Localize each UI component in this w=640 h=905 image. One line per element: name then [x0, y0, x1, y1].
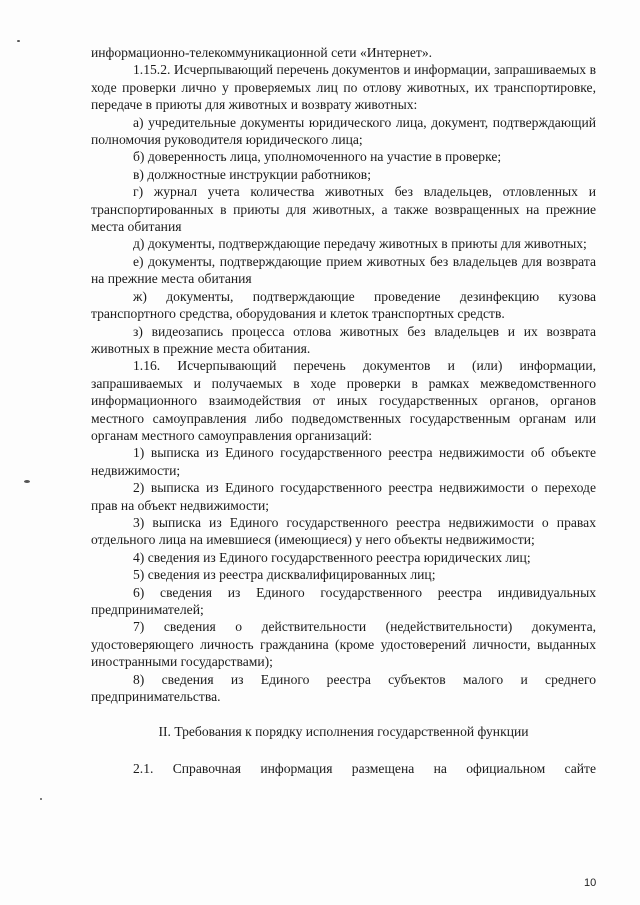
- section-title: II. Требования к порядку исполнения государственной функции: [158, 724, 529, 740]
- paragraph-2: а) учредительные документы юридического лица, документ, подтверждающий полномочия руководителя юридического лица;: [91, 114, 596, 148]
- paragraph-13: 3) выписка из Единого государственного реестра недвижимости о правах отдельного лица на имевшиеся (имеющиеся) у него объекты недвижимости;: [91, 514, 596, 548]
- paragraph-14: 4) сведения из Единого государственного реестра юридических лиц;: [133, 549, 531, 565]
- paragraph-3: б) доверенность лица, уполномоченного на участие в проверке;: [133, 149, 502, 165]
- last-line: 2.1. Справочная информация размещена на официальном сайте: [133, 760, 596, 776]
- paragraph-4: в) должностные инструкции работников;: [133, 166, 371, 182]
- scan-speck-2: [24, 480, 30, 483]
- paragraph-16: 6) сведения из Единого государственного реестра индивидуальных предпринимателей;: [91, 584, 596, 617]
- paragraph-8: ж) документы, подтверждающие проведение дезинфекцию кузова транспортного средства, оборудования и клеток транспортных средств.: [91, 288, 596, 322]
- document-body: [91, 44, 596, 777]
- paragraph-7: е) документы, подтверждающие прием животных без владельцев для возврата на прежние места обитания: [91, 253, 596, 287]
- paragraph-9: з) видеозапись процесса отлова животных без владельцев и их возврата животных в прежние места обитания.: [91, 323, 596, 356]
- paragraph-5: г) журнал учета количества животных без владельцев, отловленных и транспортированных в приюты для животных, а также возвращенных на прежние места обитания: [91, 184, 596, 235]
- paragraph-0: информационно-телекоммуникационной сети «Интернет».: [91, 45, 433, 60]
- scan-speck-3: [40, 798, 42, 800]
- scan-speck-1: [17, 40, 20, 42]
- paragraph-11: 1) выписка из Единого государственного реестра недвижимости об объекте недвижимости;: [91, 445, 596, 478]
- paragraph-15: 5) сведения из реестра дисквалифицированных лиц;: [133, 567, 436, 583]
- paragraph-6: д) документы, подтверждающие передачу животных в приюты для животных;: [133, 236, 587, 252]
- paragraph-12: 2) выписка из Единого государственного реестра недвижимости о переходе прав на объект недвижимости;: [91, 480, 596, 513]
- paragraph-1: 1.15.2. Исчерпывающий перечень документов и информации, запрашиваемых в ходе проверки лично у проверяемых лиц по отлову животных, их транспортировке, передаче в приюты для животных и возврату животных:: [91, 62, 596, 113]
- paragraph-18: 8) сведения из Единого реестра субъектов малого и среднего предпринимательства.: [91, 671, 596, 705]
- paragraph-17: 7) сведения о действительности (недействительности) документа, удостоверяющего личность гражданина (кроме удостоверений личности, выданных иностранными государствами);: [91, 619, 596, 670]
- paragraph-10: 1.16. Исчерпывающий перечень документов и (или) информации, запрашиваемых и получаемых в ходе проверки в рамках межведомственного информационного взаимодействия от иных государственных органов, органов местного самоуправления либо подведомственных государственным органам или органам местного самоуправления организаций:: [91, 358, 596, 443]
- page-number: 10: [584, 877, 597, 889]
